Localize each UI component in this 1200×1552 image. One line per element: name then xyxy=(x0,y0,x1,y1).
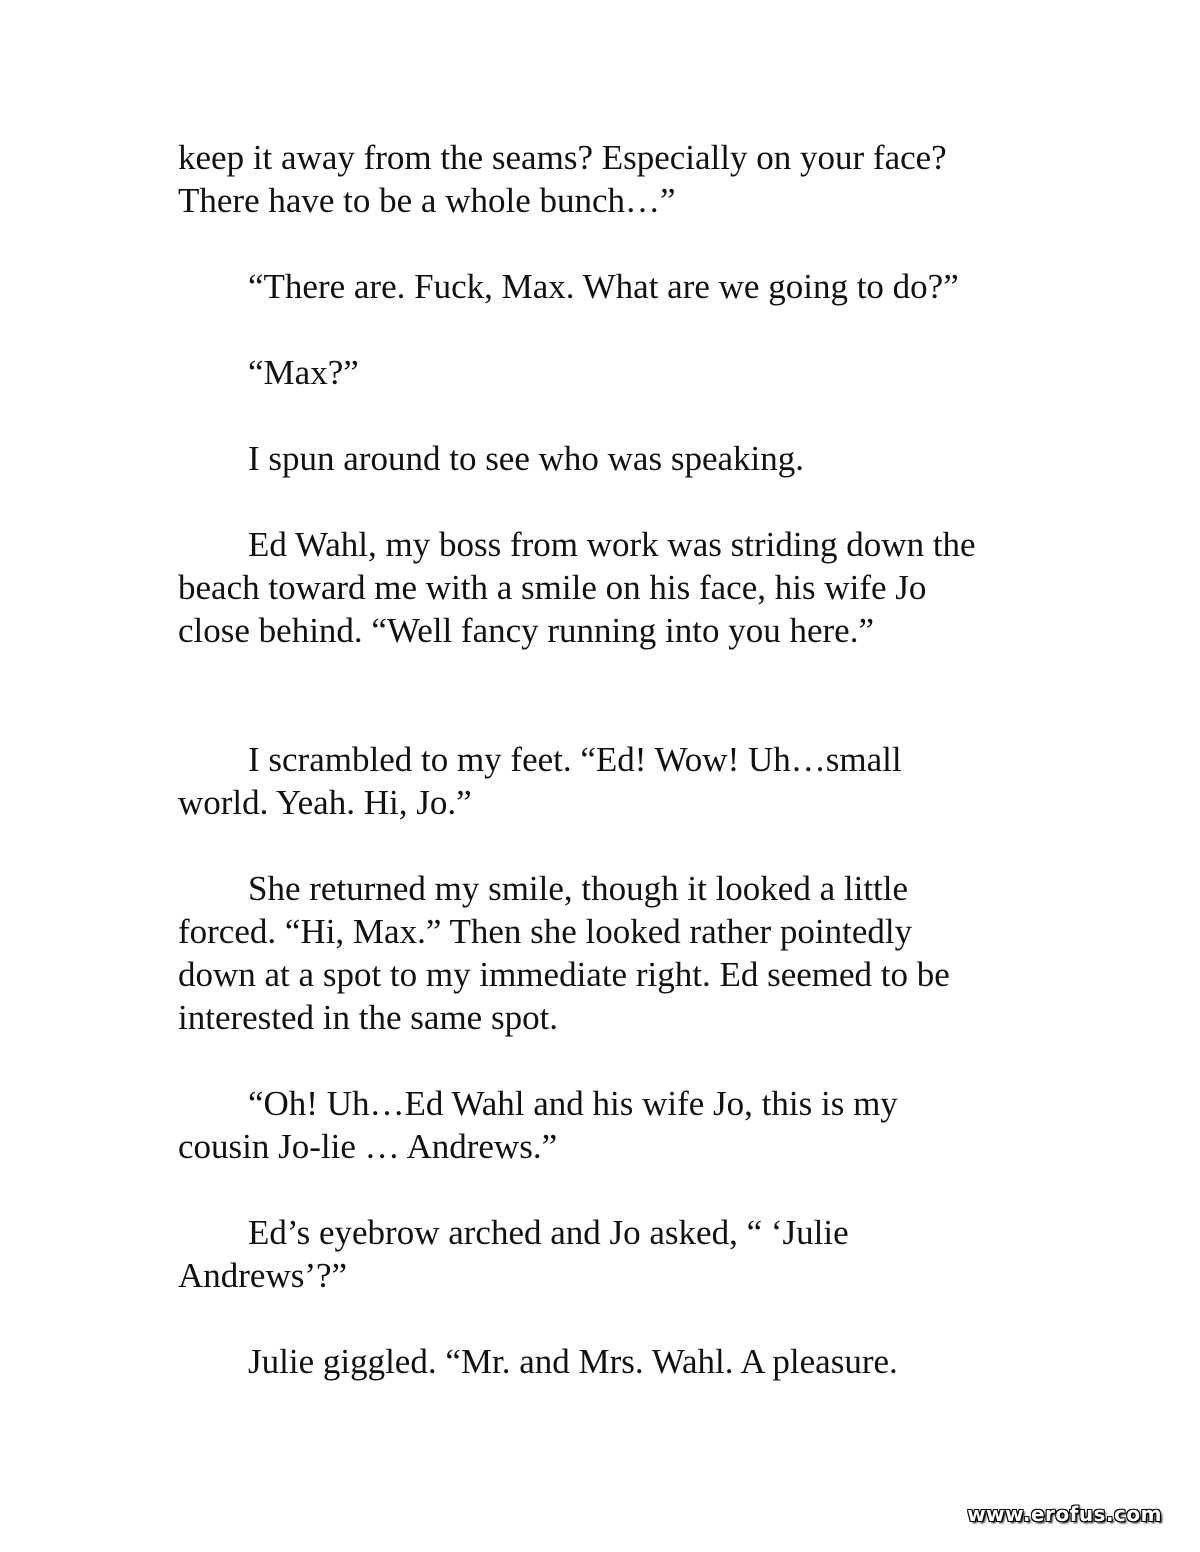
text-line: interested in the same spot. xyxy=(178,998,559,1037)
text-line: “There are. Fuck, Max. What are we going to do?” xyxy=(248,267,959,306)
paragraph xyxy=(178,1211,1078,1297)
watermark: www.erofus.com xyxy=(967,1502,1162,1526)
text-line: Andrews’?” xyxy=(178,1256,348,1295)
text-line: There have to be a whole bunch…” xyxy=(178,181,676,220)
paragraph xyxy=(178,265,1078,308)
text-line: Ed Wahl, my boss from work was striding down the xyxy=(248,525,976,564)
document-body xyxy=(178,136,1078,1426)
text-line: She returned my smile, though it looked a little xyxy=(248,869,909,908)
text-line: I scrambled to my feet. “Ed! Wow! Uh…small xyxy=(248,740,902,779)
text-line: Ed’s eyebrow arched and Jo asked, “ ‘Julie xyxy=(248,1213,849,1252)
text-line: “Oh! Uh…Ed Wahl and his wife Jo, this is my xyxy=(248,1084,898,1123)
paragraph xyxy=(178,136,1078,222)
paragraph xyxy=(178,1082,1078,1168)
text-line: cousin Jo-lie … Andrews.” xyxy=(178,1127,558,1166)
text-line: “Max?” xyxy=(248,353,359,392)
paragraph xyxy=(178,867,1078,1039)
paragraph xyxy=(178,437,1078,480)
text-line: down at a spot to my immediate right. Ed seemed to be xyxy=(178,955,950,994)
text-line: I spun around to see who was speaking. xyxy=(248,439,805,478)
text-line: close behind. “Well fancy running into you here.” xyxy=(178,611,874,650)
text-line: Julie giggled. “Mr. and Mrs. Wahl. A pleasure. xyxy=(248,1342,898,1381)
text-line: beach toward me with a smile on his face, his wife Jo xyxy=(178,568,927,607)
text-line: forced. “Hi, Max.” Then she looked rather pointedly xyxy=(178,912,913,951)
paragraph xyxy=(178,523,1078,652)
text-line: keep it away from the seams? Especially on your face? xyxy=(178,138,947,177)
paragraph xyxy=(178,351,1078,394)
paragraph xyxy=(178,738,1078,824)
paragraph xyxy=(178,1340,1078,1383)
text-line: world. Yeah. Hi, Jo.” xyxy=(178,783,472,822)
